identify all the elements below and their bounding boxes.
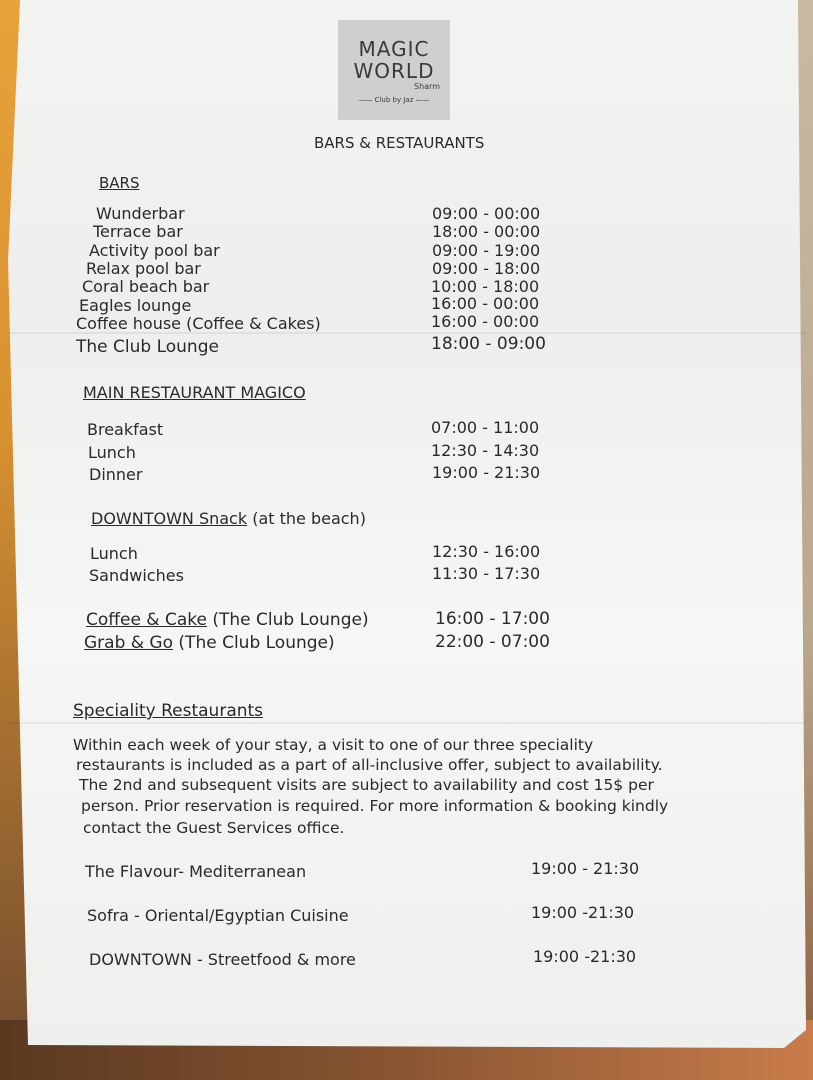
speciality-hours: 19:00 -21:30 — [531, 903, 635, 922]
info-paragraph-line: Within each week of your stay, a visit to one of our three speciality — [73, 736, 594, 754]
bar-name: Eagles lounge — [79, 296, 192, 315]
speciality-item — [85, 862, 306, 881]
extra-suffix: (The Club Lounge) — [212, 610, 369, 630]
bar-hours: 16:00 - 00:00 — [431, 312, 540, 331]
page-title: BARS & RESTAURANTS — [314, 134, 485, 152]
bar-hours: 18:00 - 09:00 — [431, 334, 546, 354]
bar-name: Terrace bar — [93, 222, 183, 241]
speciality-name: The Flavour — [85, 862, 179, 881]
downtown-heading: DOWNTOWN Snack — [91, 509, 248, 528]
bar-name: Coral beach bar — [82, 277, 210, 296]
meal-name: Dinner — [89, 465, 143, 484]
extra-hours: 22:00 - 07:00 — [435, 632, 550, 652]
speciality-hours: 19:00 - 21:30 — [531, 859, 640, 878]
bar-hours: 10:00 - 18:00 — [431, 277, 540, 296]
speciality-item — [89, 950, 356, 969]
meal-hours: 19:00 - 21:30 — [432, 463, 541, 482]
paper-fold — [8, 722, 806, 724]
bar-hours: 18:00 - 00:00 — [432, 222, 541, 241]
info-paragraph-line: restaurants is included as a part of all-inclusive offer, subject to availability. — [76, 756, 663, 774]
extra-hours: 16:00 - 17:00 — [435, 609, 550, 629]
logo-line: WORLD — [353, 59, 435, 83]
speciality-hours: 19:00 -21:30 — [533, 947, 637, 966]
extra-item — [84, 633, 335, 653]
info-paragraph-line: contact the Guest Services office. — [83, 819, 345, 837]
logo-line: —— Club by Jaz —— — [358, 96, 430, 104]
section-heading-bars: BARS — [99, 174, 140, 192]
meal-hours: 07:00 - 11:00 — [431, 418, 540, 437]
snack-hours: 12:30 - 16:00 — [432, 542, 541, 561]
snack-hours: 11:30 - 17:30 — [432, 564, 541, 583]
speciality-cuisine: - Mediterranean — [178, 862, 307, 881]
snack-name: Sandwiches — [89, 566, 184, 585]
speciality-cuisine: - Oriental/Egyptian Cuisine — [128, 906, 349, 925]
meal-hours: 12:30 - 14:30 — [431, 441, 540, 460]
extra-suffix: (The Club Lounge) — [178, 633, 335, 653]
hotel-logo — [338, 20, 450, 120]
speciality-cuisine: - Streetfood & more — [191, 950, 356, 969]
extra-name: Coffee & Cake — [86, 610, 207, 630]
bar-hours: 09:00 - 19:00 — [432, 241, 541, 260]
snack-name: Lunch — [90, 544, 138, 563]
bar-hours: 16:00 - 00:00 — [431, 294, 540, 313]
downtown-heading-suffix: (at the beach) — [252, 509, 366, 528]
meal-name: Breakfast — [87, 420, 164, 439]
section-heading-main-restaurant: MAIN RESTAURANT MAGICO — [83, 383, 306, 402]
bar-name: Relax pool bar — [86, 259, 201, 278]
bar-name: Coffee house (Coffee & Cakes) — [76, 314, 321, 333]
meal-name: Lunch — [88, 443, 136, 462]
speciality-name: DOWNTOWN — [89, 950, 192, 969]
section-heading-speciality: Speciality Restaurants — [73, 701, 264, 721]
extra-item — [86, 610, 369, 630]
bar-hours: 09:00 - 00:00 — [432, 204, 541, 223]
logo-line: MAGIC — [358, 37, 430, 61]
speciality-name: Sofra — [87, 906, 129, 925]
bar-hours: 09:00 - 18:00 — [432, 259, 541, 278]
bar-name: Activity pool bar — [89, 241, 220, 260]
bar-name: The Club Lounge — [76, 337, 219, 357]
info-paragraph-line: The 2nd and subsequent visits are subject to availability and cost 15$ per — [79, 776, 654, 794]
speciality-item — [87, 906, 349, 925]
extra-name: Grab & Go — [84, 633, 174, 653]
section-heading-downtown — [91, 509, 366, 528]
bar-name: Wunderbar — [96, 204, 185, 223]
logo-line: Sharm — [414, 82, 440, 91]
info-paragraph-line: person. Prior reservation is required. For more information & booking kindly — [81, 797, 669, 815]
